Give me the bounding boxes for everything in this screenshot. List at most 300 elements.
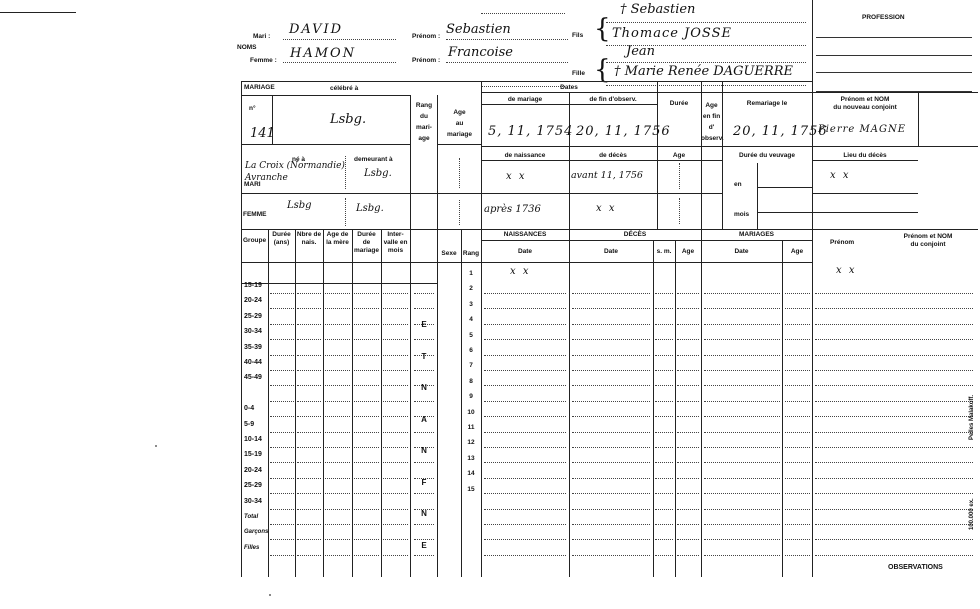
vertical-letter: A <box>421 415 427 424</box>
row-dotline <box>270 462 294 463</box>
row-dotline <box>572 539 650 540</box>
row-dotline <box>815 385 973 386</box>
row-dotline <box>484 324 566 325</box>
row-dotline <box>297 308 321 309</box>
row-dotline <box>655 478 673 479</box>
vertical-letter: N <box>421 383 427 392</box>
row-dotline <box>383 447 408 448</box>
row-dotline <box>677 324 699 325</box>
row-dotline <box>815 447 973 448</box>
row-dotline <box>655 370 673 371</box>
row-dotline <box>677 539 699 540</box>
husband-father: † Sebastien <box>620 2 696 17</box>
vertical-letter: N <box>421 509 427 518</box>
date-fin-label: de fin d'observ. <box>589 96 637 103</box>
row-dotline <box>785 308 810 309</box>
row-dotline <box>704 509 780 510</box>
row-dotline <box>815 355 973 356</box>
group-label: 25-29 <box>244 313 262 320</box>
row-dotline <box>785 462 810 463</box>
row-dotline <box>414 539 434 540</box>
row-dotline <box>815 493 973 494</box>
row-dotline <box>677 401 699 402</box>
row-dotline <box>677 385 699 386</box>
row-dotline <box>383 339 408 340</box>
row-dotline <box>325 462 350 463</box>
group-label: 30-34 <box>244 328 262 335</box>
row-dotline <box>383 416 408 417</box>
row-dotline <box>354 447 379 448</box>
row-dotline <box>383 509 408 510</box>
femme-row-label: FEMME <box>243 211 267 218</box>
row-dotline <box>297 493 321 494</box>
row-dotline <box>297 432 321 433</box>
fils-brace: { <box>594 14 611 44</box>
prenom-label-wife: Prénom : <box>412 57 441 64</box>
husband-death: avant 11, 1756 <box>571 170 643 181</box>
row-dotline <box>297 447 321 448</box>
group-label: 25-29 <box>244 482 262 489</box>
vertical-letter: E <box>421 320 427 329</box>
row-dotline <box>572 509 650 510</box>
row-dotline <box>572 293 650 294</box>
row-dotline <box>270 385 294 386</box>
row-dotline <box>785 355 810 356</box>
row-dotline <box>297 293 321 294</box>
husband-birth: x x <box>506 171 527 182</box>
group-label: 15-19 <box>244 451 262 458</box>
row-dotline <box>354 524 379 525</box>
row-dotline <box>704 339 780 340</box>
row-dotline <box>354 385 379 386</box>
row-dotline <box>655 293 673 294</box>
row-dotline <box>655 555 673 556</box>
group-label: Total <box>244 514 259 520</box>
vertical-letter: E <box>421 541 427 550</box>
husband-mother: Thomace JOSSE <box>612 26 732 41</box>
row-dotline <box>354 478 379 479</box>
row-dotline <box>325 385 350 386</box>
row-dotline <box>297 524 321 525</box>
row-dotline <box>677 308 699 309</box>
row-dotline <box>677 355 699 356</box>
rank-number: 15 <box>467 486 475 493</box>
row-dotline <box>270 401 294 402</box>
row-dotline <box>677 555 699 556</box>
row-dotline <box>383 555 408 556</box>
age-mariage-label: Age au mariage <box>447 109 472 138</box>
row-dotline <box>815 324 973 325</box>
row-dotline <box>414 555 434 556</box>
row-dotline <box>297 555 321 556</box>
row-dotline <box>785 293 810 294</box>
row-dotline <box>572 355 650 356</box>
deces-label: de décès <box>599 152 627 159</box>
prenom-nom-conjoint-label: Prénom et NOM du conjoint <box>903 233 953 248</box>
scan-speck <box>155 445 157 447</box>
mari-label: Mari : <box>253 33 271 40</box>
row-dotline <box>354 416 379 417</box>
rang-mariage-label: Rang du mari- age <box>415 102 433 142</box>
conjoint-label: Prénom et NOM du nouveau conjoint <box>833 96 897 111</box>
femme-label: Femme : <box>250 57 277 64</box>
row-dotline <box>785 493 810 494</box>
marriage-date: 5, 11, 1754 <box>488 124 574 139</box>
row-dotline <box>655 539 673 540</box>
profession-label: PROFESSION <box>862 14 905 21</box>
row-dotline <box>383 401 408 402</box>
row-dotline <box>383 308 408 309</box>
row-dotline <box>484 524 566 525</box>
group-label: Filles <box>244 545 260 551</box>
row-dotline <box>655 401 673 402</box>
row-dotline <box>572 370 650 371</box>
row-dotline <box>655 462 673 463</box>
row-dotline <box>815 416 973 417</box>
prenom-label-husband: Prénom : <box>412 33 441 40</box>
scan-speck <box>269 594 271 596</box>
row-dotline <box>815 509 973 510</box>
row-dotline <box>572 478 650 479</box>
row-dotline <box>325 493 350 494</box>
row-dotline <box>704 447 780 448</box>
dates-label: Dates <box>560 84 578 91</box>
lieu-deces-label: Lieu du décès <box>843 152 887 159</box>
row-dotline <box>354 539 379 540</box>
deces-date-label: Date <box>603 248 619 255</box>
row-dotline <box>572 324 650 325</box>
group-label: Garçons <box>244 529 269 535</box>
row-dotline <box>704 401 780 402</box>
groupe-label: Groupe <box>243 237 267 244</box>
row-dotline <box>270 447 294 448</box>
row-dotline <box>704 293 780 294</box>
row-dotline <box>572 493 650 494</box>
row-dotline <box>270 324 294 325</box>
row-dotline <box>270 432 294 433</box>
row-dotline <box>325 447 350 448</box>
husband-birthplace: La Croix (Normandie) Avranche <box>245 161 345 183</box>
row-dotline <box>383 539 408 540</box>
row-dotline <box>655 339 673 340</box>
row-dotline <box>785 509 810 510</box>
rank-number: 12 <box>467 439 475 446</box>
no-label: n° <box>249 105 256 112</box>
sexe-label: Sexe <box>441 250 457 257</box>
row-dotline <box>655 385 673 386</box>
row-dotline <box>270 539 294 540</box>
husband-residence: Lsbg. <box>364 168 392 179</box>
row-dotline <box>704 370 780 371</box>
row-dotline <box>270 308 294 309</box>
row-dotline <box>325 339 350 340</box>
group-label: 20-24 <box>244 467 262 474</box>
duree-label: Durée <box>669 100 689 107</box>
row-dotline <box>484 432 566 433</box>
wife-mother: † Marie Renée DAGUERRE <box>614 64 793 79</box>
row-dotline <box>815 401 973 402</box>
row-dotline <box>325 293 350 294</box>
row-dotline <box>815 539 973 540</box>
rank-number: 6 <box>469 347 473 354</box>
row-dotline <box>785 401 810 402</box>
row-dotline <box>815 293 973 294</box>
end-observation-date: 20, 11, 1756 <box>576 124 671 139</box>
row-dotline <box>354 370 379 371</box>
husband-death-place: x x <box>830 170 851 181</box>
age-fin-label: Age en fin d' observ. <box>701 102 724 142</box>
rank-number: 3 <box>469 301 473 308</box>
row-dotline <box>572 524 650 525</box>
date-mariage-label: de mariage <box>507 96 543 103</box>
wife-father: Jean <box>626 44 656 59</box>
rank-number: 5 <box>469 332 473 339</box>
wife-birthplace: Lsbg <box>287 200 312 211</box>
rank-number: 2 <box>469 285 473 292</box>
rank-number: 10 <box>467 409 475 416</box>
row-dotline <box>655 355 673 356</box>
row-dotline <box>785 385 810 386</box>
row-dotline <box>484 509 566 510</box>
prenom-label: Prénom <box>830 239 855 246</box>
first-child-birth: x x <box>510 266 531 277</box>
row-dotline <box>484 401 566 402</box>
row-dotline <box>677 524 699 525</box>
row-dotline <box>297 539 321 540</box>
row-dotline <box>270 355 294 356</box>
fils-label: Fils <box>572 32 584 39</box>
duree-ans-label: Durée (ans) <box>272 231 291 246</box>
wife-surname: HAMON <box>290 46 357 61</box>
group-label: 15-19 <box>244 282 262 289</box>
row-dotline <box>677 478 699 479</box>
row-dotline <box>297 324 321 325</box>
row-dotline <box>484 493 566 494</box>
celebre-label: célébré à <box>330 85 359 92</box>
row-dotline <box>354 324 379 325</box>
row-dotline <box>325 355 350 356</box>
vertical-letter: N <box>421 446 427 455</box>
row-dotline <box>325 539 350 540</box>
rank-number: 8 <box>469 378 473 385</box>
row-dotline <box>325 401 350 402</box>
row-dotline <box>704 355 780 356</box>
row-dotline <box>677 416 699 417</box>
naissances-label: NAISSANCES <box>503 231 547 238</box>
row-dotline <box>297 509 321 510</box>
margin-rule <box>0 12 76 13</box>
row-dotline <box>484 416 566 417</box>
rank-number: 4 <box>469 316 473 323</box>
row-dotline <box>785 478 810 479</box>
row-dotline <box>383 324 408 325</box>
row-dotline <box>297 416 321 417</box>
row-dotline <box>572 308 650 309</box>
row-dotline <box>354 493 379 494</box>
mariage-label: MARIAGE <box>244 84 275 91</box>
row-dotline <box>785 432 810 433</box>
row-dotline <box>414 524 434 525</box>
row-dotline <box>655 447 673 448</box>
group-label: 0-4 <box>244 405 255 412</box>
row-dotline <box>414 293 434 294</box>
row-dotline <box>484 308 566 309</box>
row-dotline <box>325 524 350 525</box>
row-dotline <box>354 509 379 510</box>
row-dotline <box>354 401 379 402</box>
row-dotline <box>704 324 780 325</box>
group-label: 10-14 <box>244 436 262 443</box>
duree-veuvage-label: Durée du veuvage <box>739 152 795 159</box>
ne-a-label: né à <box>292 156 306 163</box>
row-dotline <box>354 555 379 556</box>
first-child-prenom: x x <box>836 265 857 276</box>
row-dotline <box>655 493 673 494</box>
row-dotline <box>785 539 810 540</box>
row-dotline <box>785 416 810 417</box>
row-dotline <box>325 555 350 556</box>
row-dotline <box>572 385 650 386</box>
row-dotline <box>704 555 780 556</box>
row-dotline <box>785 555 810 556</box>
row-dotline <box>383 432 408 433</box>
deces-section-label: DÉCÈS <box>623 231 647 238</box>
row-dotline <box>354 339 379 340</box>
row-dotline <box>704 432 780 433</box>
row-dotline <box>704 524 780 525</box>
row-dotline <box>704 539 780 540</box>
rank-number: 14 <box>467 470 475 477</box>
row-dotline <box>704 478 780 479</box>
row-dotline <box>354 462 379 463</box>
marriage-place: Lsbg. <box>330 112 367 127</box>
row-dotline <box>354 293 379 294</box>
naissance-label: de naissance <box>504 152 546 159</box>
row-dotline <box>572 447 650 448</box>
age-label-marriage: Age <box>672 152 686 159</box>
row-dotline <box>655 308 673 309</box>
group-label: 40-44 <box>244 359 262 366</box>
wife-firstname: Francoise <box>448 45 513 60</box>
row-dotline <box>655 416 673 417</box>
row-dotline <box>297 370 321 371</box>
row-dotline <box>572 462 650 463</box>
row-dotline <box>815 308 973 309</box>
row-dotline <box>704 462 780 463</box>
observations-label: OBSERVATIONS <box>888 564 943 571</box>
row-dotline <box>677 432 699 433</box>
row-dotline <box>677 493 699 494</box>
row-dotline <box>785 370 810 371</box>
row-dotline <box>785 447 810 448</box>
row-dotline <box>484 339 566 340</box>
remariage-label: Remariage le <box>746 100 788 107</box>
row-dotline <box>383 478 408 479</box>
row-dotline <box>785 324 810 325</box>
fille-brace: { <box>594 55 611 85</box>
row-dotline <box>414 462 434 463</box>
row-dotline <box>414 493 434 494</box>
row-dotline <box>325 432 350 433</box>
row-dotline <box>383 462 408 463</box>
wife-residence: Lsbg. <box>356 203 384 214</box>
row-dotline <box>704 493 780 494</box>
demeurant-label: demeurant à <box>354 156 393 163</box>
row-dotline <box>270 293 294 294</box>
row-dotline <box>297 462 321 463</box>
row-dotline <box>270 339 294 340</box>
rank-number: 1 <box>469 270 473 277</box>
row-dotline <box>655 324 673 325</box>
group-label: 5-9 <box>244 421 255 428</box>
group-label: 35-39 <box>244 344 262 351</box>
row-dotline <box>815 478 973 479</box>
row-dotline <box>354 432 379 433</box>
row-dotline <box>677 339 699 340</box>
print-run-text: 100.000 ex. <box>969 498 975 530</box>
row-dotline <box>677 509 699 510</box>
row-dotline <box>815 370 973 371</box>
row-dotline <box>383 385 408 386</box>
row-dotline <box>572 339 650 340</box>
row-dotline <box>677 447 699 448</box>
row-dotline <box>270 509 294 510</box>
duree-mariage-label: Durée de mariage <box>354 231 379 254</box>
row-dotline <box>414 339 434 340</box>
remarriage-date: 20, 11, 1756 <box>733 124 828 139</box>
wife-birth: après 1736 <box>484 204 541 215</box>
row-dotline <box>354 355 379 356</box>
row-dotline <box>270 493 294 494</box>
row-dotline <box>383 355 408 356</box>
row-dotline <box>270 478 294 479</box>
rank-number: 13 <box>467 455 475 462</box>
group-label: 30-34 <box>244 498 262 505</box>
row-dotline <box>572 416 650 417</box>
row-dotline <box>484 355 566 356</box>
row-dotline <box>815 462 973 463</box>
row-dotline <box>383 370 408 371</box>
row-dotline <box>383 293 408 294</box>
row-dotline <box>325 308 350 309</box>
row-dotline <box>785 524 810 525</box>
row-dotline <box>484 293 566 294</box>
en-label: en <box>734 181 742 188</box>
row-dotline <box>297 478 321 479</box>
row-dotline <box>815 524 973 525</box>
row-dotline <box>484 555 566 556</box>
mariages-label: MARIAGES <box>738 231 775 238</box>
row-dotline <box>270 370 294 371</box>
printer-text: Pelles Malakoff. <box>969 394 975 440</box>
deces-age-label: Age <box>681 248 695 255</box>
row-dotline <box>704 416 780 417</box>
row-dotline <box>655 509 673 510</box>
row-dotline <box>414 370 434 371</box>
row-dotline <box>815 555 973 556</box>
row-dotline <box>572 432 650 433</box>
vertical-letter: T <box>421 352 427 361</box>
row-dotline <box>297 339 321 340</box>
row-dotline <box>414 432 434 433</box>
naissance-date-label: Date <box>517 248 533 255</box>
new-spouse: Pierre MAGNE <box>818 124 907 135</box>
row-dotline <box>704 385 780 386</box>
row-dotline <box>414 401 434 402</box>
rang-label: Rang <box>462 250 480 257</box>
row-dotline <box>270 555 294 556</box>
row-dotline <box>484 462 566 463</box>
